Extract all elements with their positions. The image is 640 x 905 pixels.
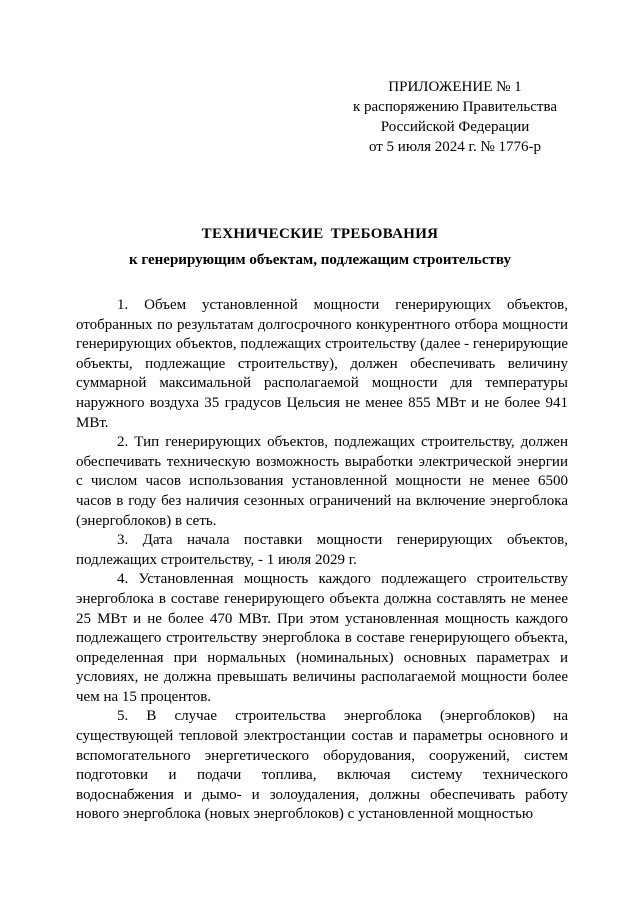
document-subtitle: к генерирующим объектам, подлежащим строительству [129, 252, 511, 268]
paragraph-5: 5. В случае строительства энергоблока (энергоблоков) на существующей тепловой электростанции состав и параметры основного и вспомогательного энергетического оборудования, сооружений, систем подготовки и подачи топлива, включая систему технического водоснабжения и дымо- и золоудаления, должны обеспечивать работу нового энергоблока (новых энергоблоков) с установленной мощностью [76, 708, 568, 823]
appendix-date-number: от 5 июля 2024 г. № 1776-р [368, 139, 542, 155]
paragraph-2: 2. Тип генерирующих объектов, подлежащих строительству, должен обеспечивать техническую возможность выработки электрической энергии с числом часов использования установленной мощности не менее 6500 часов в году без наличия сезонных ограничений на включение энергоблока (энергоблоков) в сеть. [76, 434, 568, 529]
appendix-header [340, 77, 570, 157]
document-body [76, 296, 568, 825]
appendix-number: ПРИЛОЖЕНИЕ № 1 [388, 79, 522, 95]
paragraph-4: 4. Установленная мощность каждого подлежащего строительству энергоблока в составе генерирующего объекта должна составлять не менее 25 МВт и не более 470 МВт. При этом установленная мощность каждого подлежащего строительству энергоблока в составе генерирующего объекта, определенная при нормальных (номинальных) основных параметрах и условиях, не должна превышать величины располагаемой мощности более чем на 15 процентов. [76, 571, 568, 705]
appendix-authority: Российской Федерации [380, 119, 530, 135]
document-title: ТЕХНИЧЕСКИЕ ТРЕБОВАНИЯ [201, 226, 439, 242]
paragraph-3: 3. Дата начала поставки мощности генерирующих объектов, подлежащих строительству, - 1 июля 2029 г. [76, 532, 568, 568]
appendix-reference: к распоряжению Правительства [352, 99, 557, 115]
paragraph-1: 1. Объем установленной мощности генерирующих объектов, отобранных по результатам долгосрочного конкурентного отбора мощности генерирующих объектов, подлежащих строительству (далее - генерирующие объекты, подлежащие строительству), должен обеспечивать величину суммарной максимальной располагаемой мощности для температуры наружного воздуха 35 градусов Цельсия не менее 855 МВт и не более 941 МВт. [76, 297, 568, 431]
